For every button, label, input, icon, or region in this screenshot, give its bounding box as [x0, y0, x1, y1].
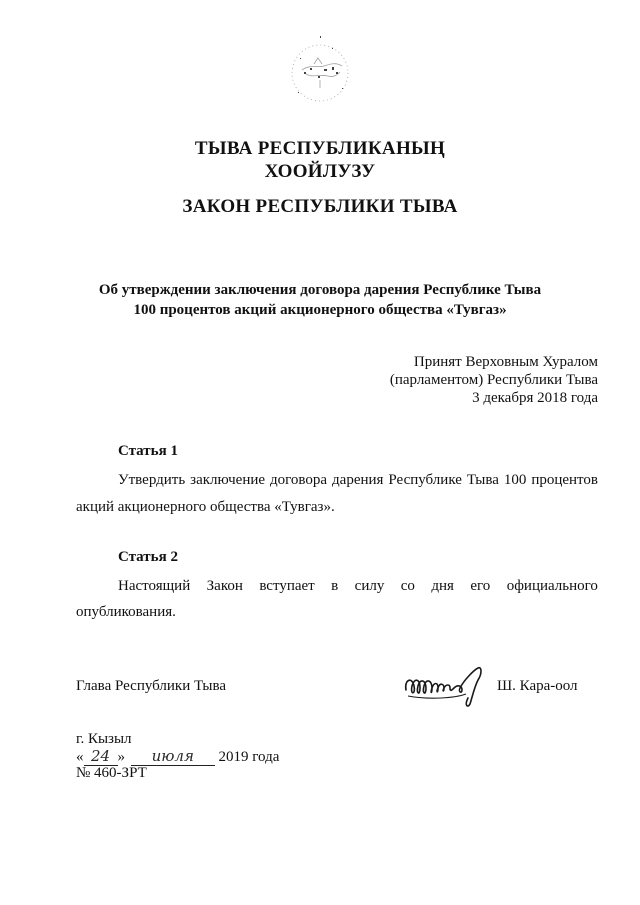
- law-subject-line1: Об утверждении заключения договора дарения Республике Тыва: [98, 282, 542, 298]
- adoption-line2: (парламентом) Республики Тыва: [389, 372, 598, 388]
- article-2-word: его: [470, 578, 491, 594]
- article-1-text-line2: акций акционерного общества «Тувгаз».: [76, 499, 335, 515]
- article-2-heading: Статья 2: [118, 549, 178, 565]
- article-2-word: официального: [506, 578, 598, 594]
- date-day: 24: [84, 747, 118, 766]
- law-subject-line2: 100 процентов акций акционерного общества «Тувгаз»: [133, 302, 507, 318]
- article-2-word: дня: [431, 578, 454, 594]
- article-2-text-line1: [118, 574, 598, 599]
- signatory-name: Ш. Кара-оол: [497, 678, 578, 694]
- adoption-date: 3 декабря 2018 года: [472, 390, 598, 406]
- article-2-word: вступает: [259, 578, 315, 594]
- article-2-word: в: [331, 578, 339, 594]
- title-tuvan-line2: ХООЙЛУЗУ: [264, 161, 376, 182]
- date-close-quote: »: [117, 749, 125, 765]
- title-tuvan-line1: ТЫВА РЕСПУБЛИКАНЫҢ: [194, 138, 446, 159]
- state-emblem-icon: [280, 28, 360, 118]
- date-year: 2019: [218, 749, 249, 765]
- article-2-word: Настоящий: [118, 578, 191, 594]
- signatory-position: Глава Республики Тыва: [76, 678, 227, 694]
- title-russian: ЗАКОН РЕСПУБЛИКИ ТЫВА: [182, 196, 458, 217]
- article-1-heading: Статья 1: [118, 443, 178, 459]
- article-2-word: Закон: [206, 578, 243, 594]
- law-number: № 460-ЗРТ: [76, 765, 147, 781]
- date-suffix: года: [252, 749, 280, 765]
- adoption-line1: Принят Верховным Хуралом: [413, 354, 598, 370]
- city: г. Кызыл: [76, 731, 132, 747]
- article-1-text-line1: Утвердить заключение договора дарения Республике Тыва 100 процентов: [118, 472, 598, 488]
- date-open-quote: «: [76, 749, 84, 765]
- signing-date: [76, 747, 279, 766]
- date-month: июля: [131, 747, 215, 766]
- handwritten-signature-icon: [400, 660, 490, 710]
- article-2-word: силу: [354, 578, 385, 594]
- article-2-text-line2: опубликования.: [76, 604, 176, 620]
- article-2-word: со: [400, 578, 415, 594]
